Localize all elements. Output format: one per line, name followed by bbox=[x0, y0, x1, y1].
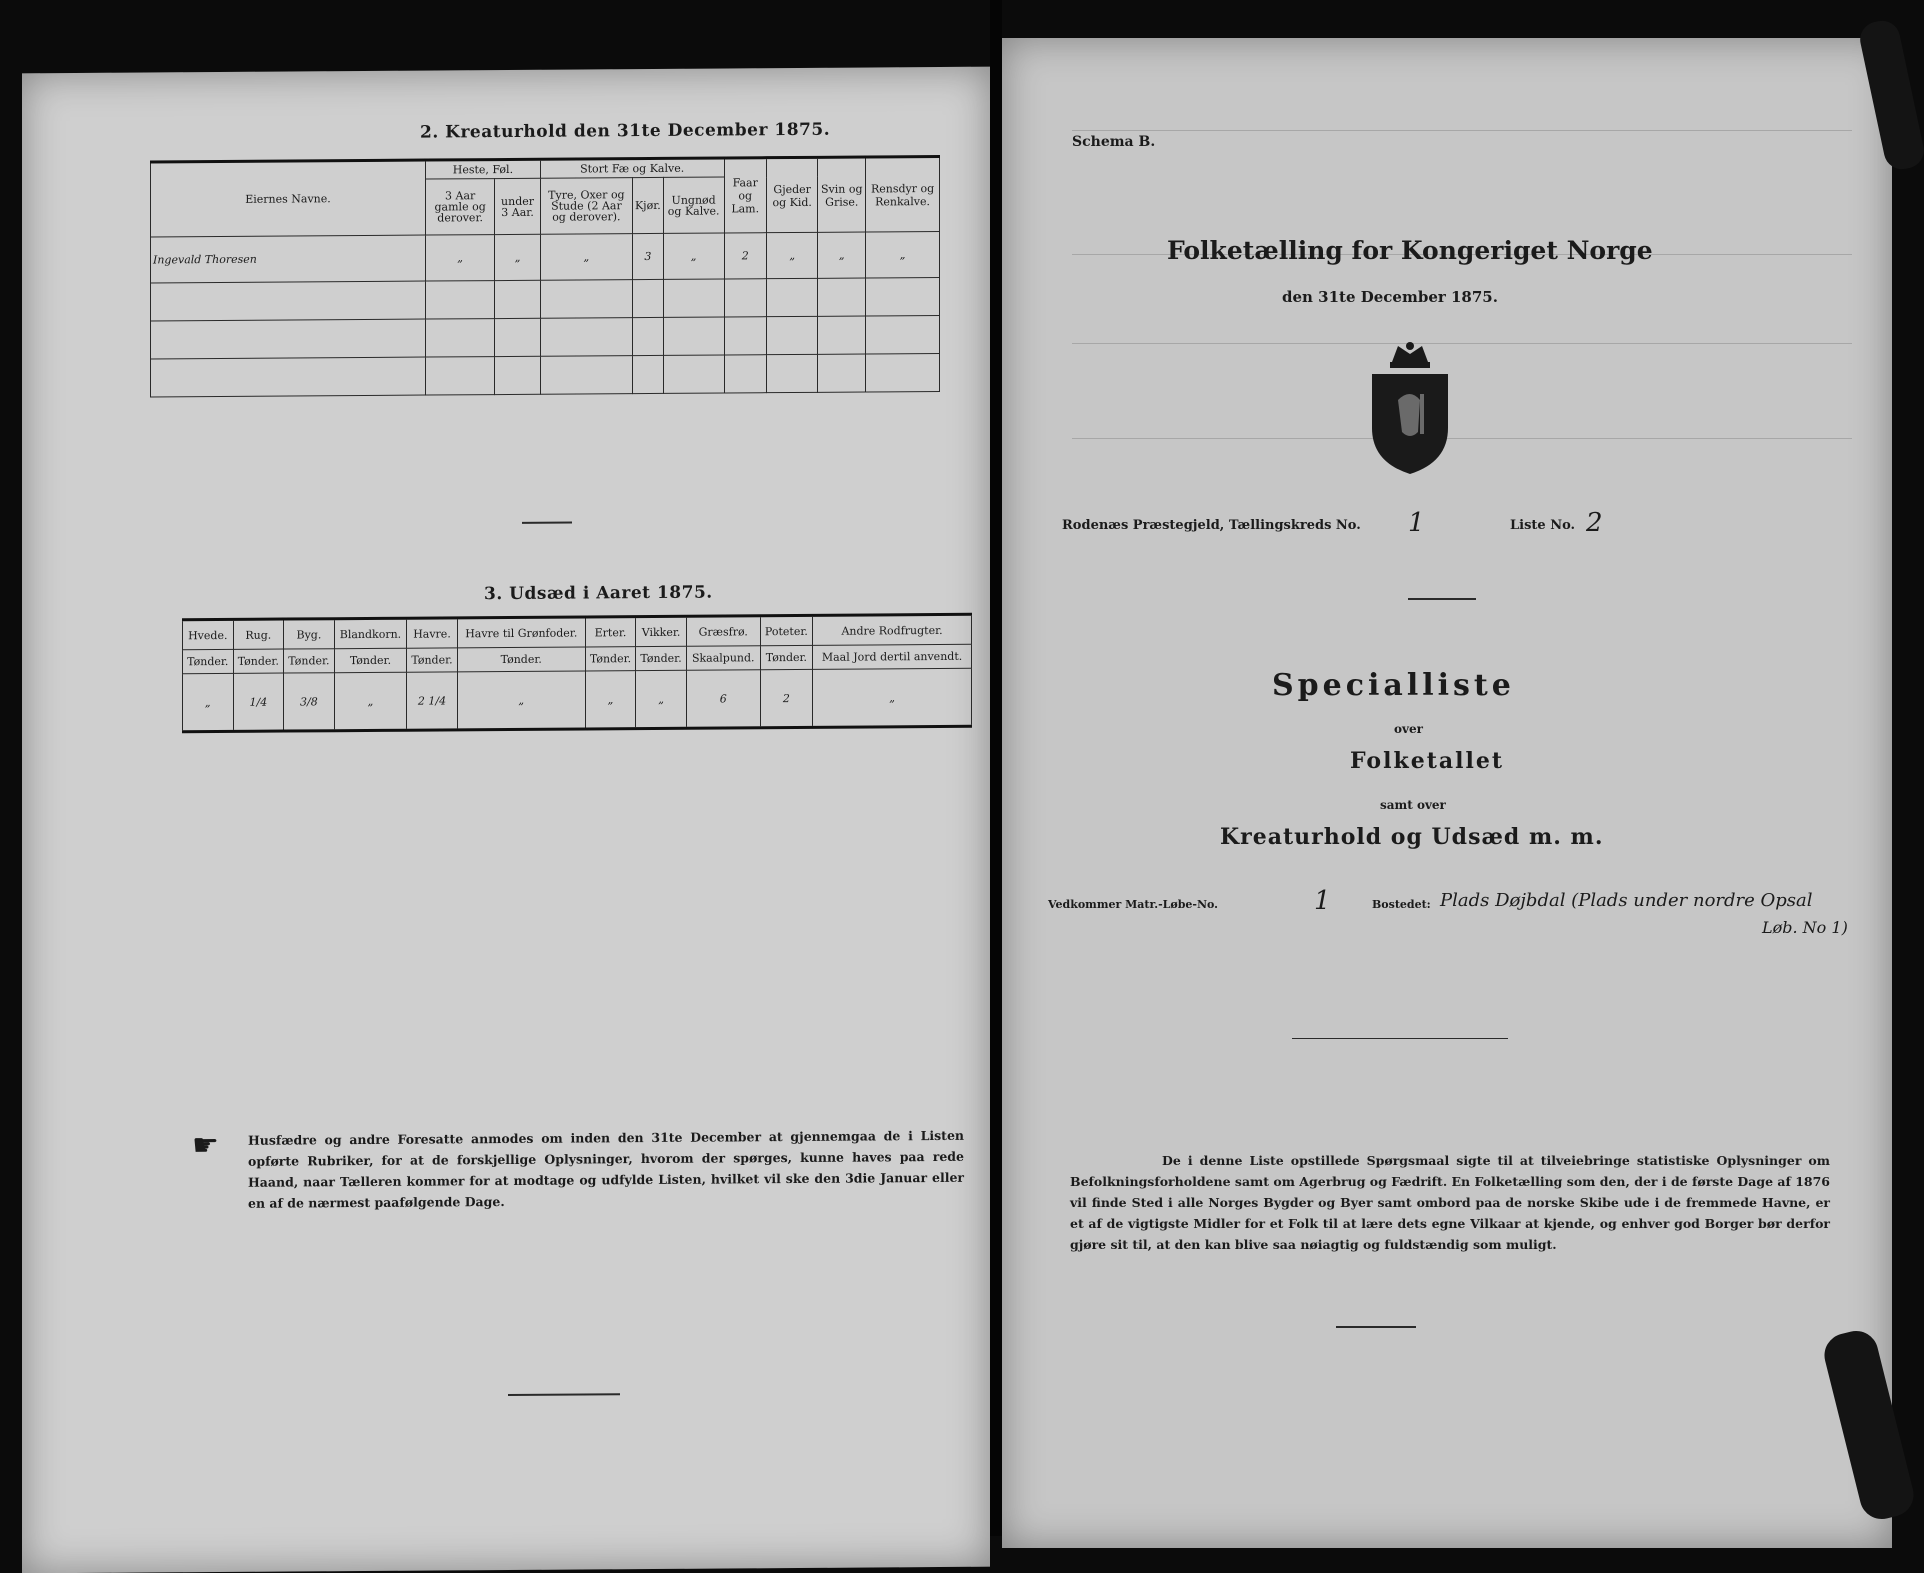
unit-label: Tønder. bbox=[636, 646, 687, 670]
cell-kjor: 3 bbox=[632, 233, 663, 279]
seed-col-vikker: Vikker. bbox=[636, 616, 687, 646]
divider bbox=[1408, 598, 1476, 600]
left-page bbox=[22, 67, 990, 1573]
samt-over-text: samt over bbox=[1380, 798, 1446, 812]
seed-col-rodfrugter: Andre Rodfrugter. bbox=[813, 614, 972, 645]
table-row bbox=[151, 231, 940, 283]
cell-rensdyr: „ bbox=[866, 231, 940, 278]
district-number: 1 bbox=[1408, 508, 1425, 538]
col-rensdyr: Rensdyr og Renkalve. bbox=[866, 156, 940, 232]
table-row bbox=[183, 668, 972, 732]
group-stort: Stort Fæ og Kalve. bbox=[540, 158, 724, 178]
table-row bbox=[151, 353, 940, 397]
seed-value: „ bbox=[636, 670, 687, 728]
col-tyre: Tyre, Oxer og Stude (2 Aar og derover). bbox=[540, 178, 632, 235]
seed-col-hvede: Hvede. bbox=[183, 619, 234, 649]
seed-value: 1/4 bbox=[233, 673, 284, 731]
bosted-label: Bostedet: bbox=[1372, 898, 1431, 911]
over-text: over bbox=[1394, 722, 1423, 736]
unit-label: Tønder. bbox=[334, 648, 407, 673]
seed-value: 3/8 bbox=[284, 673, 335, 731]
seed-col-havre: Havre. bbox=[407, 618, 458, 648]
seed-value: 2 bbox=[760, 669, 812, 727]
owner-name: Ingevald Thoresen bbox=[151, 235, 426, 283]
list-label: Liste No. bbox=[1510, 518, 1576, 533]
table-row bbox=[151, 277, 940, 321]
col-kjor: Kjør. bbox=[632, 177, 663, 233]
seed-value: „ bbox=[585, 671, 636, 729]
col-faar: Faar og Lam. bbox=[724, 158, 766, 233]
seed-table bbox=[182, 613, 972, 734]
seed-title: 3. Udsæd i Aaret 1875. bbox=[484, 582, 713, 605]
unit-label: Tønder. bbox=[407, 648, 458, 672]
matr-label: Vedkommer Matr.-Løbe-No. bbox=[1048, 898, 1218, 911]
cell-tyre: „ bbox=[540, 234, 632, 281]
col-svin: Svin og Grise. bbox=[818, 157, 866, 232]
livestock-title: 2. Kreaturhold den 31te December 1875. bbox=[420, 119, 831, 143]
district-label: Rodenæs Præstegjeld, Tællingskreds No. bbox=[1062, 518, 1361, 533]
owner-header: Eiernes Navne. bbox=[151, 160, 426, 237]
book-gutter bbox=[990, 0, 1002, 1536]
seed-value: „ bbox=[457, 671, 585, 730]
cell-svin: „ bbox=[818, 232, 866, 278]
page-title: Folketælling for Kongeriget Norge bbox=[1167, 236, 1653, 265]
col-gjeder: Gjeder og Kid. bbox=[766, 157, 818, 232]
cell-heste-young: „ bbox=[495, 234, 541, 280]
cell-ungnod: „ bbox=[663, 233, 724, 279]
seed-value: „ bbox=[183, 673, 234, 731]
col-heste-young: under 3 Aar. bbox=[495, 178, 541, 234]
unit-label: Skaalpund. bbox=[686, 646, 760, 671]
seed-col-gronfoder: Havre til Grønfoder. bbox=[457, 617, 585, 648]
unit-label: Tønder. bbox=[284, 649, 335, 673]
unit-label: Tønder. bbox=[457, 647, 585, 672]
divider bbox=[1336, 1326, 1416, 1328]
folketallet-heading: Folketallet bbox=[1350, 748, 1504, 774]
seed-value: 2 1/4 bbox=[407, 672, 458, 730]
col-heste-old: 3 Aar gamle og derover. bbox=[426, 179, 495, 235]
unit-label: Tønder. bbox=[183, 649, 234, 673]
bleed-line bbox=[1072, 130, 1852, 131]
seed-col-blandkorn: Blandkorn. bbox=[334, 618, 407, 649]
divider bbox=[522, 522, 572, 524]
kreaturhold-heading: Kreaturhold og Udsæd m. m. bbox=[1220, 824, 1604, 850]
group-heste: Heste, Føl. bbox=[426, 159, 541, 179]
bosted-value: Plads Døjbdal (Plads under nordre Opsal bbox=[1440, 890, 1813, 911]
explanatory-paragraph: De i denne Liste opstillede Spørgsmaal sigte til at tilveiebringe statistiske Oplysninger om Befolkningsforholdene samt om Agerbrug og Fædrift. En Folketælling som den, der i de første Dage af 1876 vil finde Sted i alle Norges Bygder og Byer samt ombord paa de norske Skibe ude i de fremmede Havne, er et af de vigtigste Midler for et Folk til at lære dets egne Vilkaar at kjende, og enhver god Borger bør derfor gjøre sit til, at den kan blive saa nøiagtig og fuldstændig som muligt. bbox=[1070, 1153, 1831, 1252]
seed-col-byg: Byg. bbox=[284, 619, 335, 649]
bosted-value-continued: Løb. No 1) bbox=[1762, 918, 1848, 937]
pointing-hand-icon: ☛ bbox=[192, 1128, 219, 1164]
schema-label: Schema B. bbox=[1072, 134, 1156, 150]
cell-gjeder: „ bbox=[766, 232, 818, 278]
right-page bbox=[1002, 38, 1892, 1548]
seed-col-rug: Rug. bbox=[233, 619, 284, 649]
date-line: den 31te December 1875. bbox=[1282, 288, 1498, 306]
seed-col-graesfro: Græsfrø. bbox=[686, 616, 760, 647]
unit-label: Tønder. bbox=[585, 647, 636, 671]
unit-label: Tønder. bbox=[233, 649, 284, 673]
table-row bbox=[151, 315, 940, 359]
cell-faar: 2 bbox=[724, 233, 766, 279]
matr-number: 1 bbox=[1314, 886, 1331, 916]
seed-value: „ bbox=[813, 668, 972, 727]
seed-col-erter: Erter. bbox=[585, 617, 636, 647]
seed-value: 6 bbox=[686, 670, 760, 729]
seed-value: „ bbox=[334, 672, 407, 731]
divider bbox=[508, 1393, 620, 1396]
livestock-table bbox=[150, 155, 940, 398]
bleed-line bbox=[1072, 438, 1852, 439]
bleed-line bbox=[1072, 343, 1852, 344]
seed-col-poteter: Poteter. bbox=[760, 615, 812, 645]
unit-label: Maal Jord dertil anvendt. bbox=[813, 644, 972, 669]
coat-of-arms-icon bbox=[1362, 340, 1458, 476]
unit-label: Tønder. bbox=[760, 645, 812, 669]
list-number: 2 bbox=[1586, 508, 1603, 538]
divider bbox=[1292, 1038, 1508, 1039]
notice-text: Husfædre og andre Foresatte anmodes om inden den 31te December at gjennemgaa de i Listen opførte Rubriker, for at de forskjellige Oplysninger, hvorom der spørges, kunne haves paa rede Haand, naar Tælleren kommer for at modtage og udfylde Listen, hvilket vil ske den 3die Januar eller en af de nærmest paafølgende Dage. bbox=[248, 1127, 964, 1211]
cell-heste-old: „ bbox=[426, 235, 495, 281]
specialliste-heading: Specialliste bbox=[1272, 668, 1515, 703]
col-ungnod: Ungnød og Kalve. bbox=[663, 177, 724, 233]
